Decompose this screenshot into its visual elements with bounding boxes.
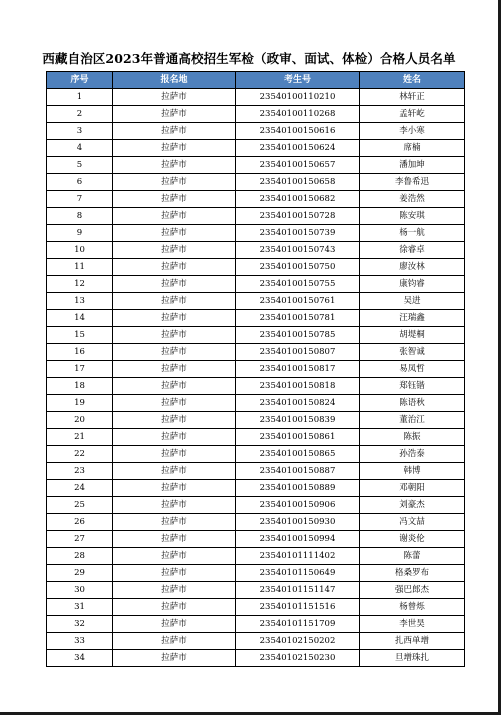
cell-location: 拉萨市 [113,89,236,106]
cell-location: 拉萨市 [113,497,236,514]
cell-name: 董治江 [360,412,465,429]
cell-exam-number: 23540100150657 [236,157,360,174]
cell-index: 19 [47,395,113,412]
cell-index: 12 [47,276,113,293]
cell-index: 25 [47,497,113,514]
cell-name: 郑钰锴 [360,378,465,395]
cell-location: 拉萨市 [113,361,236,378]
cell-location: 拉萨市 [113,344,236,361]
cell-index: 20 [47,412,113,429]
table-row [47,412,465,429]
cell-index: 15 [47,327,113,344]
cell-exam-number: 23540102150230 [236,650,360,667]
cell-location: 拉萨市 [113,514,236,531]
cell-location: 拉萨市 [113,310,236,327]
cell-name: 胡堤桐 [360,327,465,344]
cell-exam-number: 23540100150761 [236,293,360,310]
cell-location: 拉萨市 [113,480,236,497]
cell-exam-number: 23540100150781 [236,310,360,327]
table-row [47,497,465,514]
table-row [47,259,465,276]
column-header-exam-number: 考生号 [236,72,360,89]
cell-index: 17 [47,361,113,378]
cell-index: 27 [47,531,113,548]
cell-exam-number: 23540102150202 [236,633,360,650]
cell-exam-number: 23540100150743 [236,242,360,259]
cell-name: 刘豪杰 [360,497,465,514]
table-row [47,344,465,361]
table-row [47,599,465,616]
cell-location: 拉萨市 [113,106,236,123]
cell-name: 孙浩泰 [360,446,465,463]
cell-exam-number: 23540100150658 [236,174,360,191]
cell-location: 拉萨市 [113,123,236,140]
cell-name: 陈蕾 [360,548,465,565]
cell-exam-number: 23540100150839 [236,412,360,429]
cell-exam-number: 23540100150682 [236,191,360,208]
cell-name: 廖汝林 [360,259,465,276]
cell-index: 3 [47,123,113,140]
cell-name: 李鲁希迅 [360,174,465,191]
cell-location: 拉萨市 [113,191,236,208]
table-row [47,650,465,667]
cell-index: 22 [47,446,113,463]
cell-exam-number: 23540100150624 [236,140,360,157]
table-row [47,157,465,174]
cell-name: 孟轩屹 [360,106,465,123]
cell-index: 26 [47,514,113,531]
table-row [47,225,465,242]
cell-location: 拉萨市 [113,548,236,565]
table-row [47,310,465,327]
cell-index: 4 [47,140,113,157]
cell-location: 拉萨市 [113,463,236,480]
cell-index: 32 [47,616,113,633]
cell-index: 14 [47,310,113,327]
cell-name: 邓朝阳 [360,480,465,497]
table-row [47,582,465,599]
table-row [47,616,465,633]
table-row [47,293,465,310]
cell-index: 11 [47,259,113,276]
cell-name: 韩博 [360,463,465,480]
cell-exam-number: 23540100150889 [236,480,360,497]
cell-location: 拉萨市 [113,565,236,582]
cell-index: 31 [47,599,113,616]
cell-location: 拉萨市 [113,650,236,667]
table-row [47,106,465,123]
table-row [47,548,465,565]
cell-location: 拉萨市 [113,208,236,225]
cell-location: 拉萨市 [113,633,236,650]
cell-exam-number: 23540101151516 [236,599,360,616]
cell-location: 拉萨市 [113,395,236,412]
cell-index: 1 [47,89,113,106]
cell-exam-number: 23540100150728 [236,208,360,225]
cell-name: 徐睿卓 [360,242,465,259]
cell-name: 吴进 [360,293,465,310]
table-row [47,191,465,208]
cell-location: 拉萨市 [113,293,236,310]
cell-name: 李小寒 [360,123,465,140]
cell-index: 24 [47,480,113,497]
cell-name: 谢炎伦 [360,531,465,548]
cell-exam-number: 23540100150861 [236,429,360,446]
cell-exam-number: 23540101111402 [236,548,360,565]
cell-exam-number: 23540100110210 [236,89,360,106]
cell-index: 10 [47,242,113,259]
cell-location: 拉萨市 [113,174,236,191]
table-row [47,361,465,378]
cell-name: 旦增珠扎 [360,650,465,667]
cell-index: 23 [47,463,113,480]
cell-name: 汪瑞鑫 [360,310,465,327]
table-row [47,89,465,106]
cell-location: 拉萨市 [113,616,236,633]
cell-index: 34 [47,650,113,667]
cell-exam-number: 23540101151709 [236,616,360,633]
cell-exam-number: 23540100150994 [236,531,360,548]
cell-index: 29 [47,565,113,582]
column-header-location: 报名地 [113,72,236,89]
cell-location: 拉萨市 [113,157,236,174]
column-header-index: 序号 [47,72,113,89]
cell-name: 易凤哲 [360,361,465,378]
cell-exam-number: 23540100150906 [236,497,360,514]
cell-index: 7 [47,191,113,208]
table-row [47,123,465,140]
cell-exam-number: 23540100150818 [236,378,360,395]
cell-name: 杨一航 [360,225,465,242]
table-row [47,208,465,225]
table-row [47,395,465,412]
cell-location: 拉萨市 [113,429,236,446]
table-row [47,565,465,582]
cell-exam-number: 23540100150887 [236,463,360,480]
results-table [46,71,465,667]
cell-location: 拉萨市 [113,140,236,157]
cell-name: 李世昊 [360,616,465,633]
cell-exam-number: 23540100150739 [236,225,360,242]
cell-location: 拉萨市 [113,446,236,463]
cell-name: 陈安琪 [360,208,465,225]
cell-name: 张智诚 [360,344,465,361]
cell-location: 拉萨市 [113,378,236,395]
cell-exam-number: 23540100150807 [236,344,360,361]
cell-exam-number: 23540100150616 [236,123,360,140]
cell-exam-number: 23540100150865 [236,446,360,463]
cell-location: 拉萨市 [113,327,236,344]
cell-exam-number: 23540101151147 [236,582,360,599]
cell-location: 拉萨市 [113,582,236,599]
cell-name: 冯文喆 [360,514,465,531]
cell-exam-number: 23540100150785 [236,327,360,344]
cell-location: 拉萨市 [113,259,236,276]
cell-exam-number: 23540101150649 [236,565,360,582]
table-row [47,140,465,157]
cell-index: 28 [47,548,113,565]
cell-exam-number: 23540100150824 [236,395,360,412]
cell-location: 拉萨市 [113,531,236,548]
table-row [47,276,465,293]
cell-name: 杨曾烁 [360,599,465,616]
cell-index: 9 [47,225,113,242]
cell-name: 强巴郎杰 [360,582,465,599]
cell-location: 拉萨市 [113,412,236,429]
table-row [47,378,465,395]
cell-index: 13 [47,293,113,310]
table-row [47,327,465,344]
cell-location: 拉萨市 [113,276,236,293]
cell-name: 格桑罗布 [360,565,465,582]
cell-exam-number: 23540100150755 [236,276,360,293]
table-row [47,429,465,446]
cell-name: 陈语秋 [360,395,465,412]
cell-index: 33 [47,633,113,650]
table-row [47,514,465,531]
cell-exam-number: 23540100150930 [236,514,360,531]
cell-name: 林轩正 [360,89,465,106]
cell-index: 21 [47,429,113,446]
cell-name: 潘加坤 [360,157,465,174]
cell-name: 席楠 [360,140,465,157]
cell-location: 拉萨市 [113,225,236,242]
column-header-name: 姓名 [360,72,465,89]
table-row [47,633,465,650]
cell-name: 康钧睿 [360,276,465,293]
cell-exam-number: 23540100150750 [236,259,360,276]
cell-index: 8 [47,208,113,225]
table-row [47,446,465,463]
cell-index: 2 [47,106,113,123]
table-row [47,242,465,259]
table-row [47,480,465,497]
table-header-row [47,72,465,89]
cell-exam-number: 23540100150817 [236,361,360,378]
table-row [47,174,465,191]
cell-index: 5 [47,157,113,174]
cell-location: 拉萨市 [113,599,236,616]
cell-exam-number: 23540100110268 [236,106,360,123]
cell-name: 姜浩然 [360,191,465,208]
cell-index: 30 [47,582,113,599]
cell-index: 18 [47,378,113,395]
table-row [47,531,465,548]
table-row [47,463,465,480]
document-title: 西藏自治区2023年普通高校招生军检（政审、面试、体检）合格人员名单 [42,51,456,66]
cell-location: 拉萨市 [113,242,236,259]
cell-index: 16 [47,344,113,361]
cell-name: 扎西单增 [360,633,465,650]
cell-index: 6 [47,174,113,191]
cell-name: 陈振 [360,429,465,446]
